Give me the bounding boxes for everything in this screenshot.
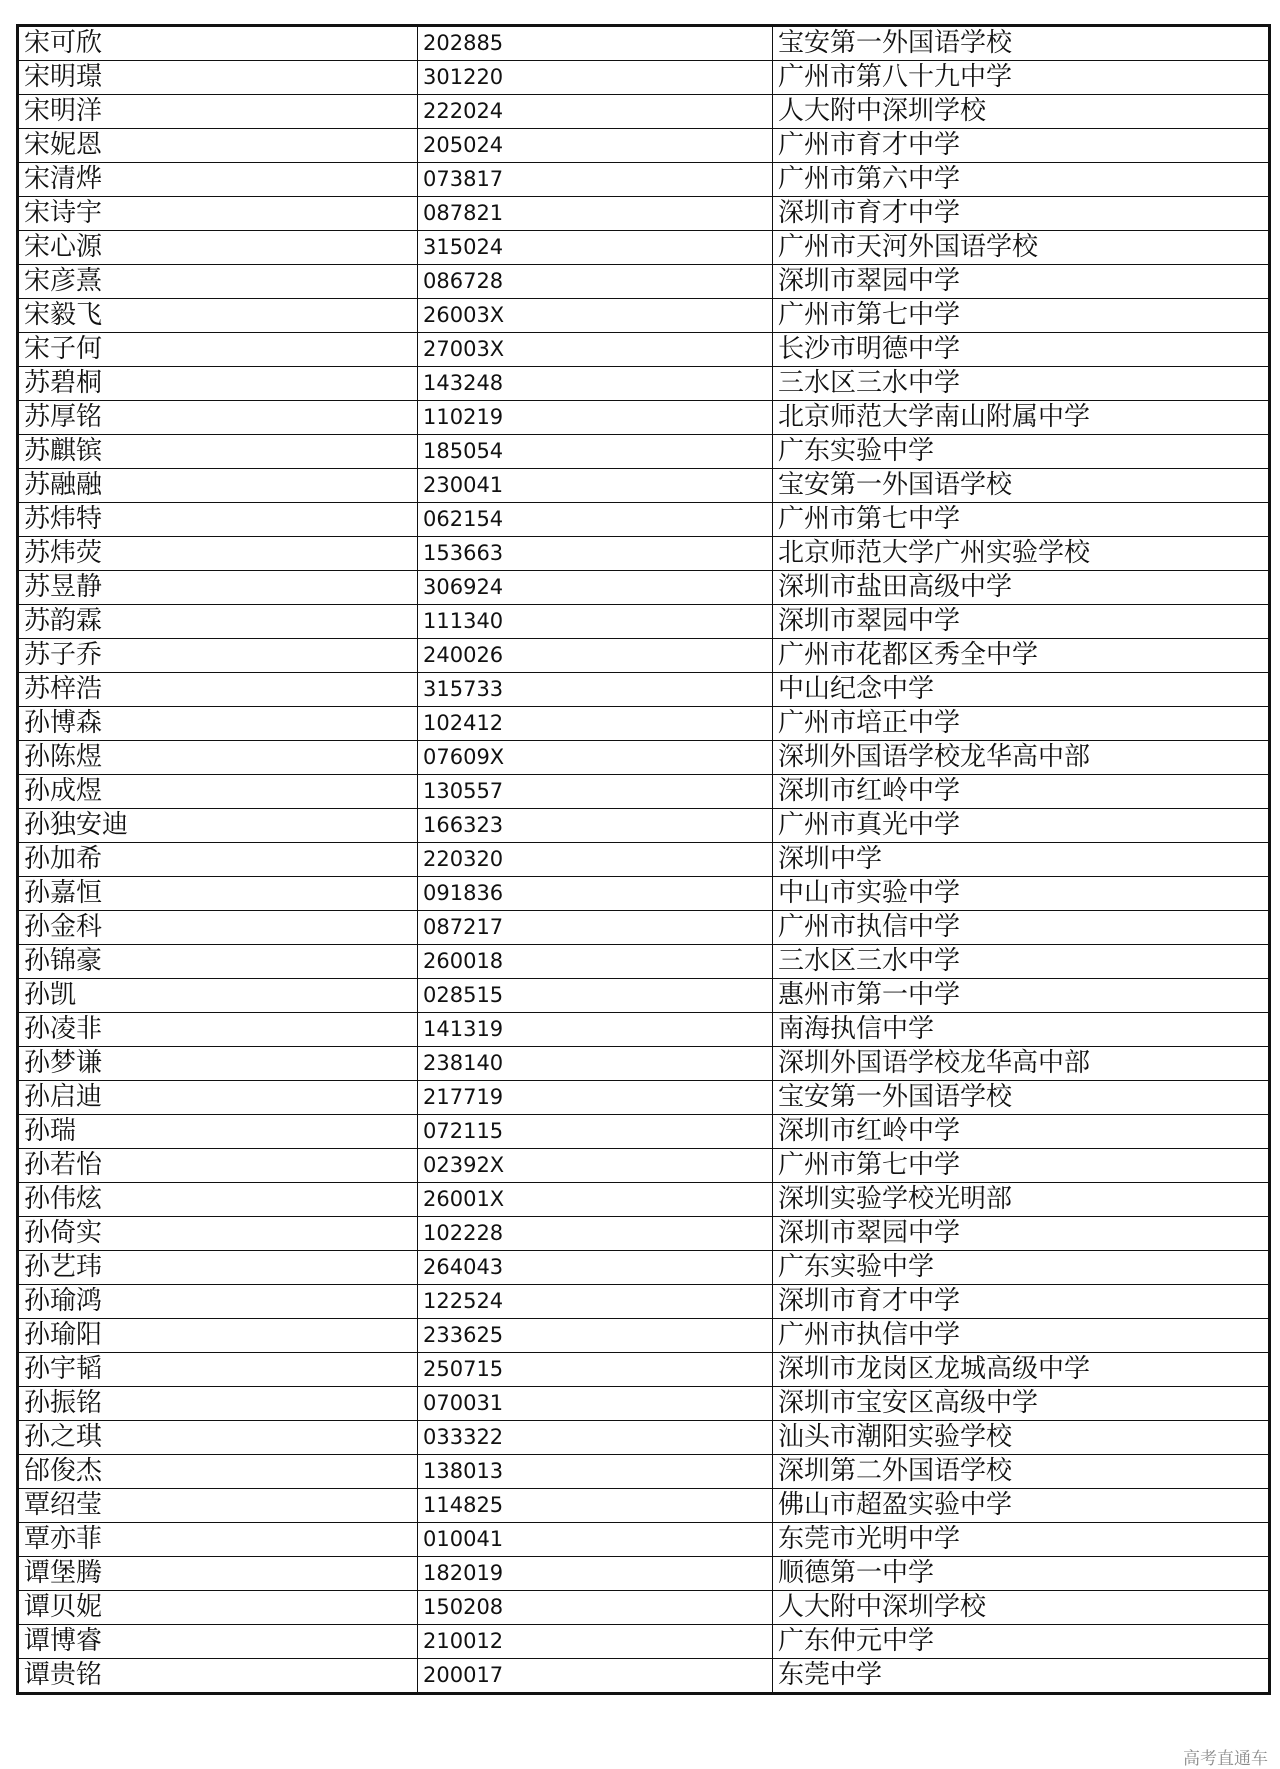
table-row	[18, 333, 1270, 367]
table-row	[18, 1047, 1270, 1081]
student-id-cell: 182019	[418, 1557, 773, 1591]
student-name-cell: 苏炜特	[18, 503, 418, 537]
student-name-cell: 孙瑜阳	[18, 1319, 418, 1353]
student-id-cell: 073817	[418, 163, 773, 197]
student-id-cell: 028515	[418, 979, 773, 1013]
student-id-cell: 185054	[418, 435, 773, 469]
student-id-cell: 315024	[418, 231, 773, 265]
student-name-cell: 宋心源	[18, 231, 418, 265]
table-row	[18, 1149, 1270, 1183]
student-name-cell: 宋毅飞	[18, 299, 418, 333]
table-row	[18, 1081, 1270, 1115]
table-row	[18, 1251, 1270, 1285]
table-row	[18, 1217, 1270, 1251]
student-name-cell: 孙艺玮	[18, 1251, 418, 1285]
student-id-cell: 202885	[418, 26, 773, 61]
student-name-cell: 孙启迪	[18, 1081, 418, 1115]
table-row	[18, 1591, 1270, 1625]
student-name-cell: 苏厚铭	[18, 401, 418, 435]
school-name-cell: 深圳第二外国语学校	[773, 1455, 1270, 1489]
school-name-cell: 三水区三水中学	[773, 367, 1270, 401]
student-id-cell: 141319	[418, 1013, 773, 1047]
student-id-cell: 210012	[418, 1625, 773, 1659]
table-row	[18, 911, 1270, 945]
student-name-cell: 苏麒镔	[18, 435, 418, 469]
student-name-cell: 谭贝妮	[18, 1591, 418, 1625]
student-name-cell: 宋可欣	[18, 26, 418, 61]
student-roster-table	[16, 24, 1271, 1695]
student-id-cell: 143248	[418, 367, 773, 401]
school-name-cell: 北京师范大学广州实验学校	[773, 537, 1270, 571]
table-row	[18, 435, 1270, 469]
school-name-cell: 深圳市翠园中学	[773, 605, 1270, 639]
school-name-cell: 广州市第七中学	[773, 503, 1270, 537]
table-row	[18, 775, 1270, 809]
table-row	[18, 843, 1270, 877]
roster-body	[18, 26, 1270, 1694]
student-name-cell: 孙锦豪	[18, 945, 418, 979]
table-row	[18, 673, 1270, 707]
table-row	[18, 129, 1270, 163]
student-name-cell: 孙嘉恒	[18, 877, 418, 911]
school-name-cell: 宝安第一外国语学校	[773, 1081, 1270, 1115]
table-row	[18, 1285, 1270, 1319]
student-id-cell: 315733	[418, 673, 773, 707]
table-row	[18, 945, 1270, 979]
student-name-cell: 孙瑞	[18, 1115, 418, 1149]
student-name-cell: 孙金科	[18, 911, 418, 945]
table-row	[18, 197, 1270, 231]
student-name-cell: 苏韵霖	[18, 605, 418, 639]
student-name-cell: 孙之琪	[18, 1421, 418, 1455]
table-row	[18, 1353, 1270, 1387]
school-name-cell: 广州市培正中学	[773, 707, 1270, 741]
student-name-cell: 孙伟炫	[18, 1183, 418, 1217]
school-name-cell: 深圳市宝安区高级中学	[773, 1387, 1270, 1421]
student-name-cell: 宋子何	[18, 333, 418, 367]
school-name-cell: 广东实验中学	[773, 435, 1270, 469]
table-row	[18, 231, 1270, 265]
student-id-cell: 220320	[418, 843, 773, 877]
school-name-cell: 长沙市明德中学	[773, 333, 1270, 367]
student-name-cell: 孙加希	[18, 843, 418, 877]
student-id-cell: 072115	[418, 1115, 773, 1149]
school-name-cell: 广州市花都区秀全中学	[773, 639, 1270, 673]
table-row	[18, 1421, 1270, 1455]
table-row	[18, 1319, 1270, 1353]
table-row	[18, 1625, 1270, 1659]
school-name-cell: 广州市第六中学	[773, 163, 1270, 197]
table-row	[18, 163, 1270, 197]
school-name-cell: 东莞中学	[773, 1659, 1270, 1694]
table-row	[18, 469, 1270, 503]
table-row	[18, 537, 1270, 571]
student-name-cell: 邰俊杰	[18, 1455, 418, 1489]
table-row	[18, 707, 1270, 741]
student-name-cell: 苏炜荧	[18, 537, 418, 571]
student-id-cell: 062154	[418, 503, 773, 537]
student-name-cell: 苏子乔	[18, 639, 418, 673]
student-name-cell: 宋妮恩	[18, 129, 418, 163]
student-name-cell: 苏昱静	[18, 571, 418, 605]
table-row	[18, 639, 1270, 673]
student-id-cell: 087217	[418, 911, 773, 945]
student-id-cell: 306924	[418, 571, 773, 605]
table-row	[18, 401, 1270, 435]
student-id-cell: 264043	[418, 1251, 773, 1285]
student-id-cell: 138013	[418, 1455, 773, 1489]
school-name-cell: 深圳市龙岗区龙城高级中学	[773, 1353, 1270, 1387]
student-id-cell: 200017	[418, 1659, 773, 1694]
table-row	[18, 571, 1270, 605]
student-name-cell: 宋彦熹	[18, 265, 418, 299]
student-id-cell: 07609X	[418, 741, 773, 775]
student-id-cell: 102228	[418, 1217, 773, 1251]
table-row	[18, 605, 1270, 639]
student-name-cell: 孙宇韬	[18, 1353, 418, 1387]
student-name-cell: 孙梦谦	[18, 1047, 418, 1081]
table-row	[18, 1115, 1270, 1149]
student-name-cell: 覃亦菲	[18, 1523, 418, 1557]
table-row	[18, 26, 1270, 61]
student-id-cell: 233625	[418, 1319, 773, 1353]
school-name-cell: 广东实验中学	[773, 1251, 1270, 1285]
school-name-cell: 深圳市育才中学	[773, 1285, 1270, 1319]
student-name-cell: 孙独安迪	[18, 809, 418, 843]
school-name-cell: 北京师范大学南山附属中学	[773, 401, 1270, 435]
table-row	[18, 1013, 1270, 1047]
school-name-cell: 宝安第一外国语学校	[773, 26, 1270, 61]
student-name-cell: 孙凯	[18, 979, 418, 1013]
student-id-cell: 26003X	[418, 299, 773, 333]
school-name-cell: 宝安第一外国语学校	[773, 469, 1270, 503]
student-id-cell: 250715	[418, 1353, 773, 1387]
school-name-cell: 人大附中深圳学校	[773, 1591, 1270, 1625]
student-id-cell: 102412	[418, 707, 773, 741]
student-name-cell: 苏融融	[18, 469, 418, 503]
student-id-cell: 205024	[418, 129, 773, 163]
table-row	[18, 265, 1270, 299]
school-name-cell: 佛山市超盈实验中学	[773, 1489, 1270, 1523]
table-row	[18, 61, 1270, 95]
school-name-cell: 中山市实验中学	[773, 877, 1270, 911]
table-row	[18, 877, 1270, 911]
student-name-cell: 孙凌非	[18, 1013, 418, 1047]
student-id-cell: 301220	[418, 61, 773, 95]
table-row	[18, 1455, 1270, 1489]
student-id-cell: 070031	[418, 1387, 773, 1421]
student-name-cell: 孙博森	[18, 707, 418, 741]
table-row	[18, 809, 1270, 843]
student-id-cell: 110219	[418, 401, 773, 435]
student-id-cell: 02392X	[418, 1149, 773, 1183]
student-name-cell: 宋明洋	[18, 95, 418, 129]
student-id-cell: 122524	[418, 1285, 773, 1319]
table-row	[18, 979, 1270, 1013]
school-name-cell: 广东仲元中学	[773, 1625, 1270, 1659]
table-row	[18, 299, 1270, 333]
school-name-cell: 深圳市育才中学	[773, 197, 1270, 231]
table-row	[18, 1659, 1270, 1694]
student-id-cell: 238140	[418, 1047, 773, 1081]
student-name-cell: 宋清烨	[18, 163, 418, 197]
school-name-cell: 人大附中深圳学校	[773, 95, 1270, 129]
student-name-cell: 苏梓浩	[18, 673, 418, 707]
student-name-cell: 覃绍莹	[18, 1489, 418, 1523]
watermark-text: 高考直通车	[1183, 1749, 1268, 1769]
school-name-cell: 广州市第七中学	[773, 299, 1270, 333]
school-name-cell: 深圳市红岭中学	[773, 1115, 1270, 1149]
school-name-cell: 深圳市红岭中学	[773, 775, 1270, 809]
school-name-cell: 深圳市盐田高级中学	[773, 571, 1270, 605]
table-row	[18, 1387, 1270, 1421]
student-name-cell: 谭堡腾	[18, 1557, 418, 1591]
school-name-cell: 东莞市光明中学	[773, 1523, 1270, 1557]
school-name-cell: 南海执信中学	[773, 1013, 1270, 1047]
school-name-cell: 深圳实验学校光明部	[773, 1183, 1270, 1217]
student-id-cell: 222024	[418, 95, 773, 129]
student-id-cell: 260018	[418, 945, 773, 979]
student-id-cell: 217719	[418, 1081, 773, 1115]
school-name-cell: 顺德第一中学	[773, 1557, 1270, 1591]
table-row	[18, 367, 1270, 401]
school-name-cell: 深圳外国语学校龙华高中部	[773, 1047, 1270, 1081]
school-name-cell: 汕头市潮阳实验学校	[773, 1421, 1270, 1455]
table-row	[18, 1183, 1270, 1217]
student-name-cell: 孙陈煜	[18, 741, 418, 775]
student-id-cell: 153663	[418, 537, 773, 571]
table-row	[18, 1557, 1270, 1591]
student-id-cell: 111340	[418, 605, 773, 639]
student-id-cell: 130557	[418, 775, 773, 809]
student-name-cell: 谭博睿	[18, 1625, 418, 1659]
student-name-cell: 谭贵铭	[18, 1659, 418, 1694]
school-name-cell: 广州市第七中学	[773, 1149, 1270, 1183]
table-row	[18, 95, 1270, 129]
school-name-cell: 深圳市翠园中学	[773, 265, 1270, 299]
student-name-cell: 孙振铭	[18, 1387, 418, 1421]
school-name-cell: 广州市执信中学	[773, 911, 1270, 945]
student-id-cell: 230041	[418, 469, 773, 503]
student-name-cell: 孙倚实	[18, 1217, 418, 1251]
student-name-cell: 孙瑜鸿	[18, 1285, 418, 1319]
student-id-cell: 150208	[418, 1591, 773, 1625]
student-id-cell: 166323	[418, 809, 773, 843]
table-row	[18, 1523, 1270, 1557]
student-id-cell: 033322	[418, 1421, 773, 1455]
school-name-cell: 深圳中学	[773, 843, 1270, 877]
student-id-cell: 010041	[418, 1523, 773, 1557]
school-name-cell: 深圳市翠园中学	[773, 1217, 1270, 1251]
school-name-cell: 广州市第八十九中学	[773, 61, 1270, 95]
table-row	[18, 1489, 1270, 1523]
table-row	[18, 741, 1270, 775]
school-name-cell: 三水区三水中学	[773, 945, 1270, 979]
table-row	[18, 503, 1270, 537]
school-name-cell: 广州市天河外国语学校	[773, 231, 1270, 265]
student-name-cell: 苏碧桐	[18, 367, 418, 401]
school-name-cell: 惠州市第一中学	[773, 979, 1270, 1013]
student-id-cell: 240026	[418, 639, 773, 673]
student-id-cell: 114825	[418, 1489, 773, 1523]
student-id-cell: 27003X	[418, 333, 773, 367]
student-id-cell: 091836	[418, 877, 773, 911]
school-name-cell: 广州市真光中学	[773, 809, 1270, 843]
student-name-cell: 孙成煜	[18, 775, 418, 809]
student-id-cell: 086728	[418, 265, 773, 299]
school-name-cell: 广州市执信中学	[773, 1319, 1270, 1353]
student-name-cell: 宋诗宇	[18, 197, 418, 231]
student-name-cell: 宋明璟	[18, 61, 418, 95]
school-name-cell: 广州市育才中学	[773, 129, 1270, 163]
student-id-cell: 26001X	[418, 1183, 773, 1217]
student-name-cell: 孙若怡	[18, 1149, 418, 1183]
school-name-cell: 深圳外国语学校龙华高中部	[773, 741, 1270, 775]
school-name-cell: 中山纪念中学	[773, 673, 1270, 707]
student-id-cell: 087821	[418, 197, 773, 231]
